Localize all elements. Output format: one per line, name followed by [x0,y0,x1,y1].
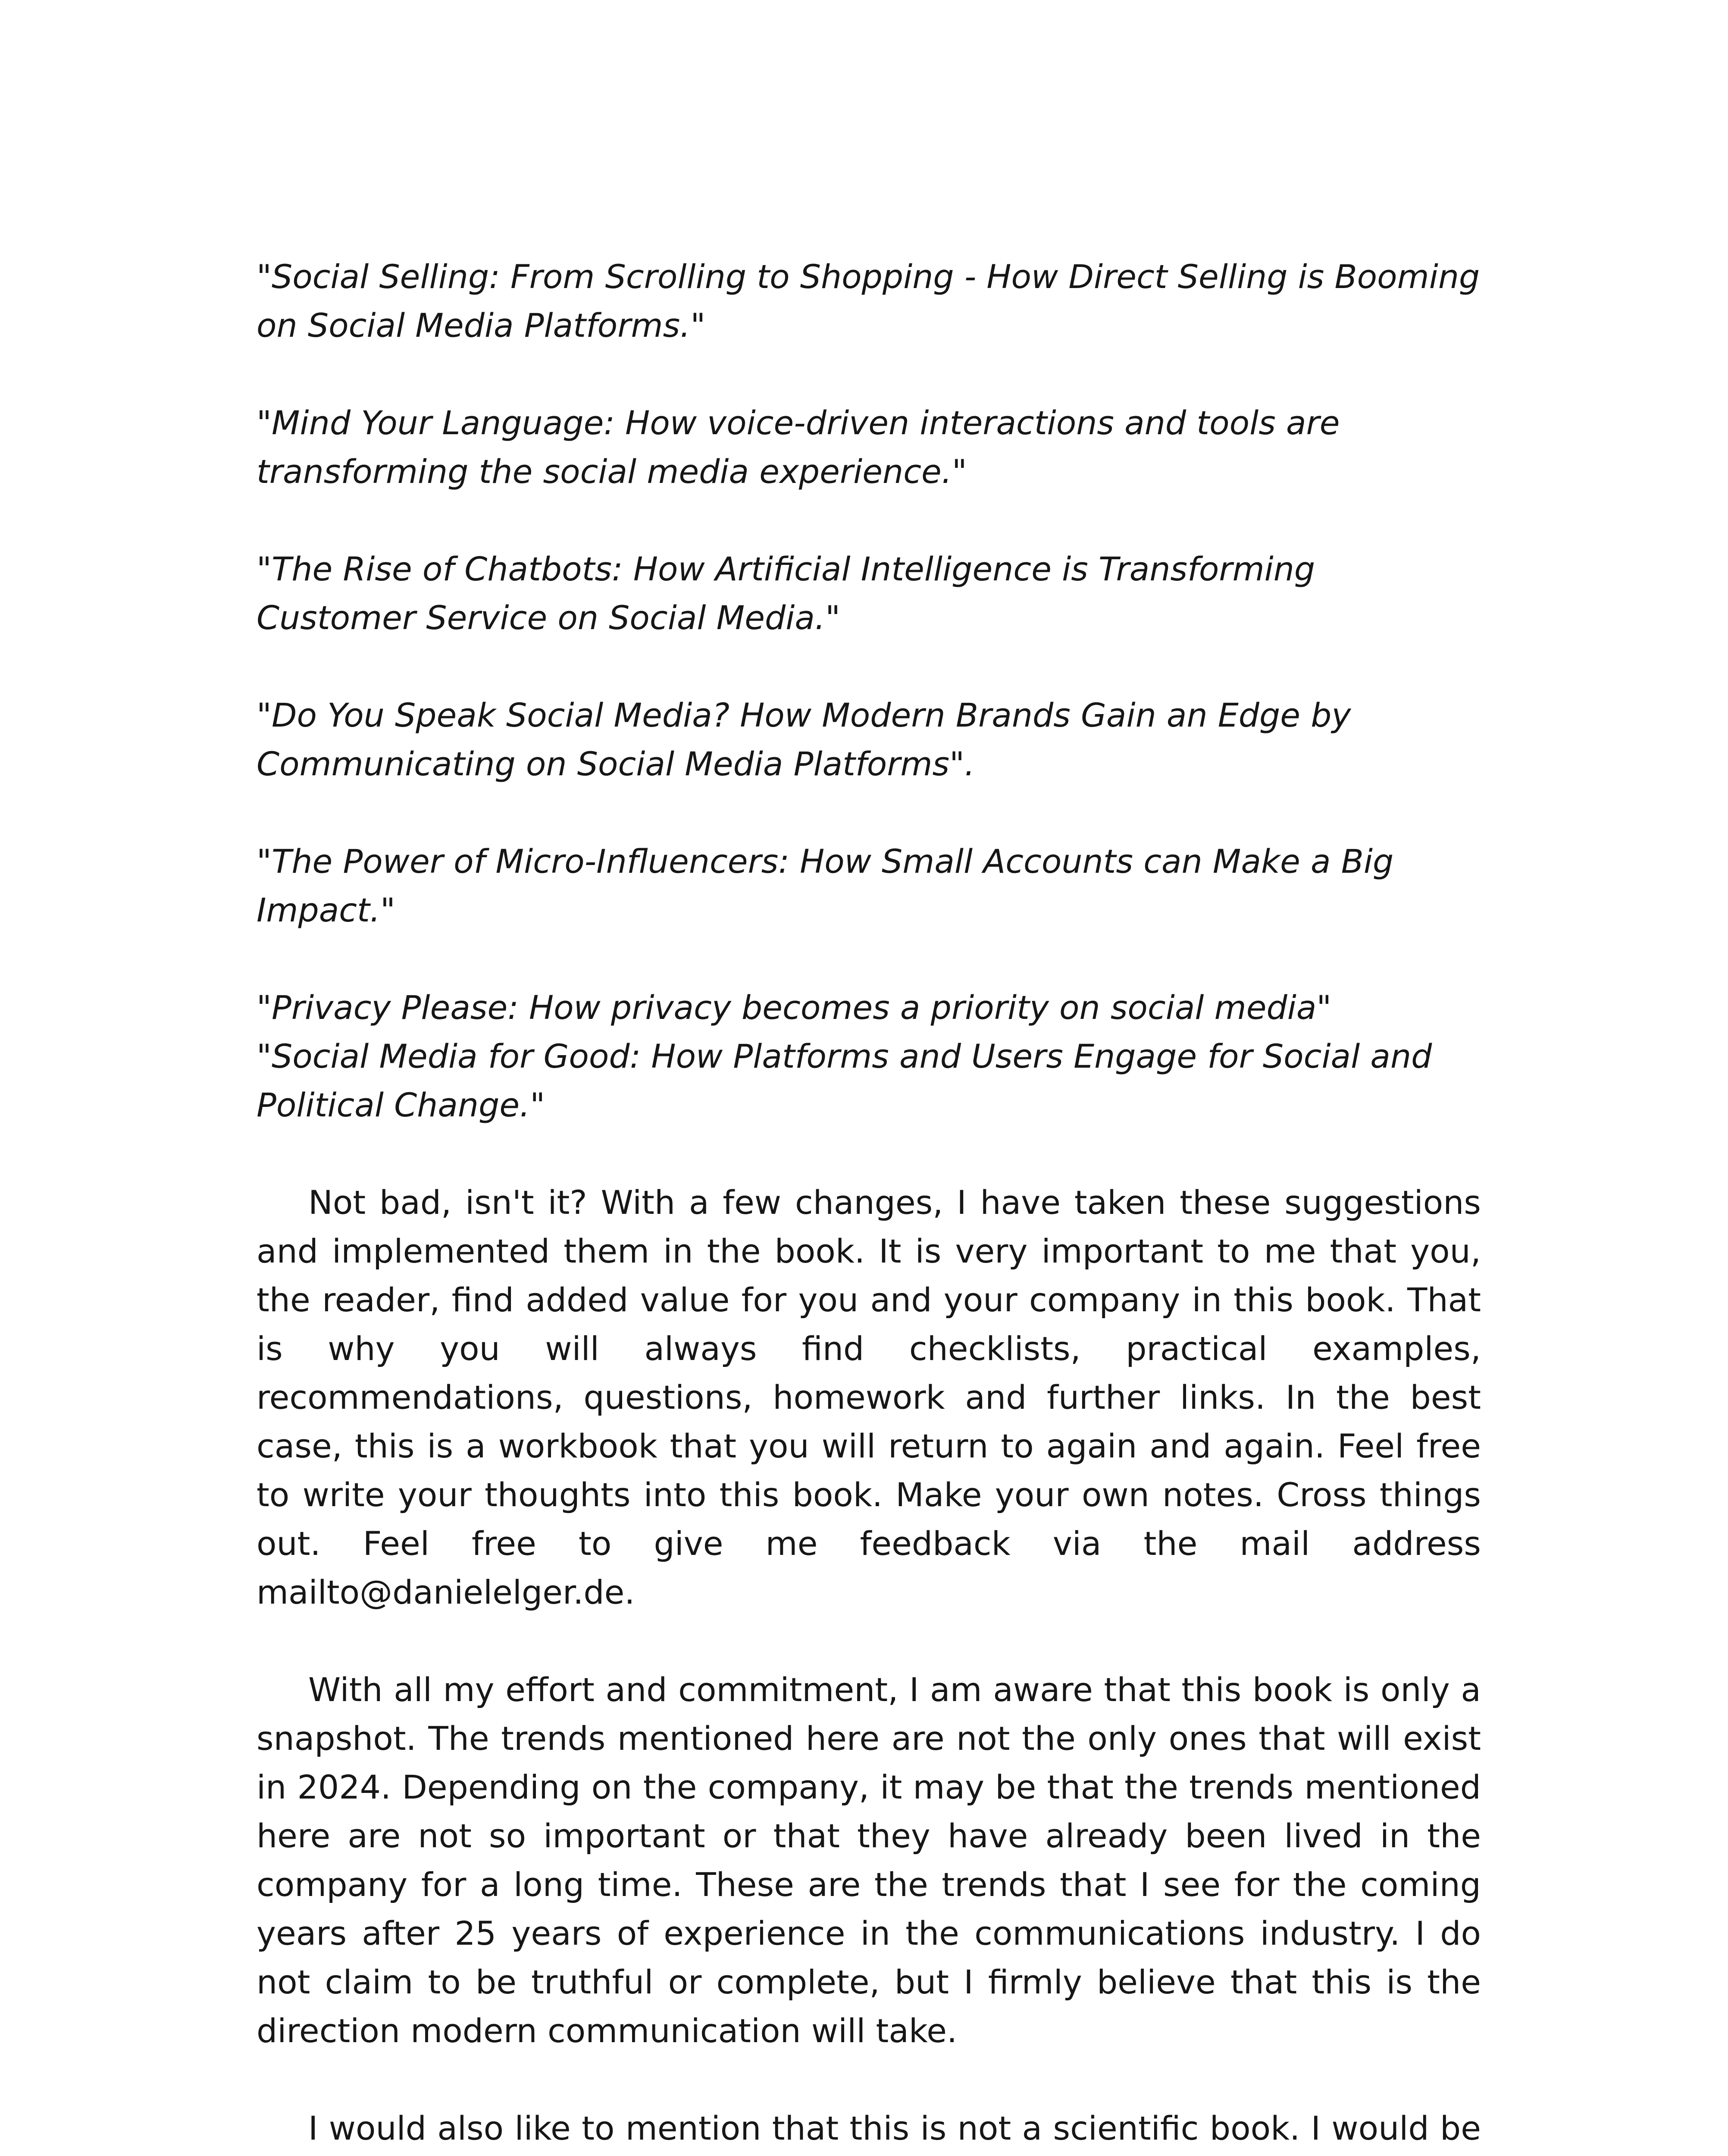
quote-social-media-for-good: "Social Media for Good: How Platforms and Users Engage for Social and Political Change." [257,1037,1432,1124]
quote-mind-your-language: "Mind Your Language: How voice-driven interactions and tools are transforming the social media experience." [257,404,1340,491]
quote-speak-social-media: "Do You Speak Social Media? How Modern Brands Gain an Edge by Communicating on Social Media Platforms". [257,696,1351,783]
quote-micro-influencers: "The Power of Micro-Influencers: How Small Accounts can Make a Big Impact." [257,842,1394,929]
quote-rise-of-chatbots: "The Rise of Chatbots: How Artificial Intelligence is Transforming Customer Service on Social Media." [257,550,1315,637]
quote-privacy-please: "Privacy Please: How privacy becomes a priority on social media" [257,988,1332,1027]
paragraph-not-bad: Not bad, isn't it? With a few changes, I have taken these suggestions and implemented them in the book. It is very important to me that you, the reader, find added value for you and your company in this book. That is why you will always find checklists, practical examples, recommendations, questions, homework and further links. In the best case, this is a workbook that you will return to again and again. Feel free to write your thoughts into this book. Make your own notes. Cross things out. Feel free to give me feedback via the mail address mailto@danielelger.de. [257,1183,1481,1611]
paragraph-not-scientific: I would also like to mention that this is not a scientific book. I would be [308,2109,1481,2147]
paragraph-effort-commitment: With all my effort and commitment, I am aware that this book is only a snapshot. The trends mentioned here are not the only ones that will exist in 2024. Depending on the company, it may be that the trends mentioned here are not so important or that they have already been lived in the company for a long time. These are the trends that I see for the coming years after 25 years of experience in the communications industry. I do not claim to be truthful or complete, but I firmly believe that this is the direction modern communication will take. [257,1670,1481,2050]
page-content [257,252,1481,2156]
quote-social-selling: "Social Selling: From Scrolling to Shopping - How Direct Selling is Booming on Social Media Platforms." [257,257,1480,345]
